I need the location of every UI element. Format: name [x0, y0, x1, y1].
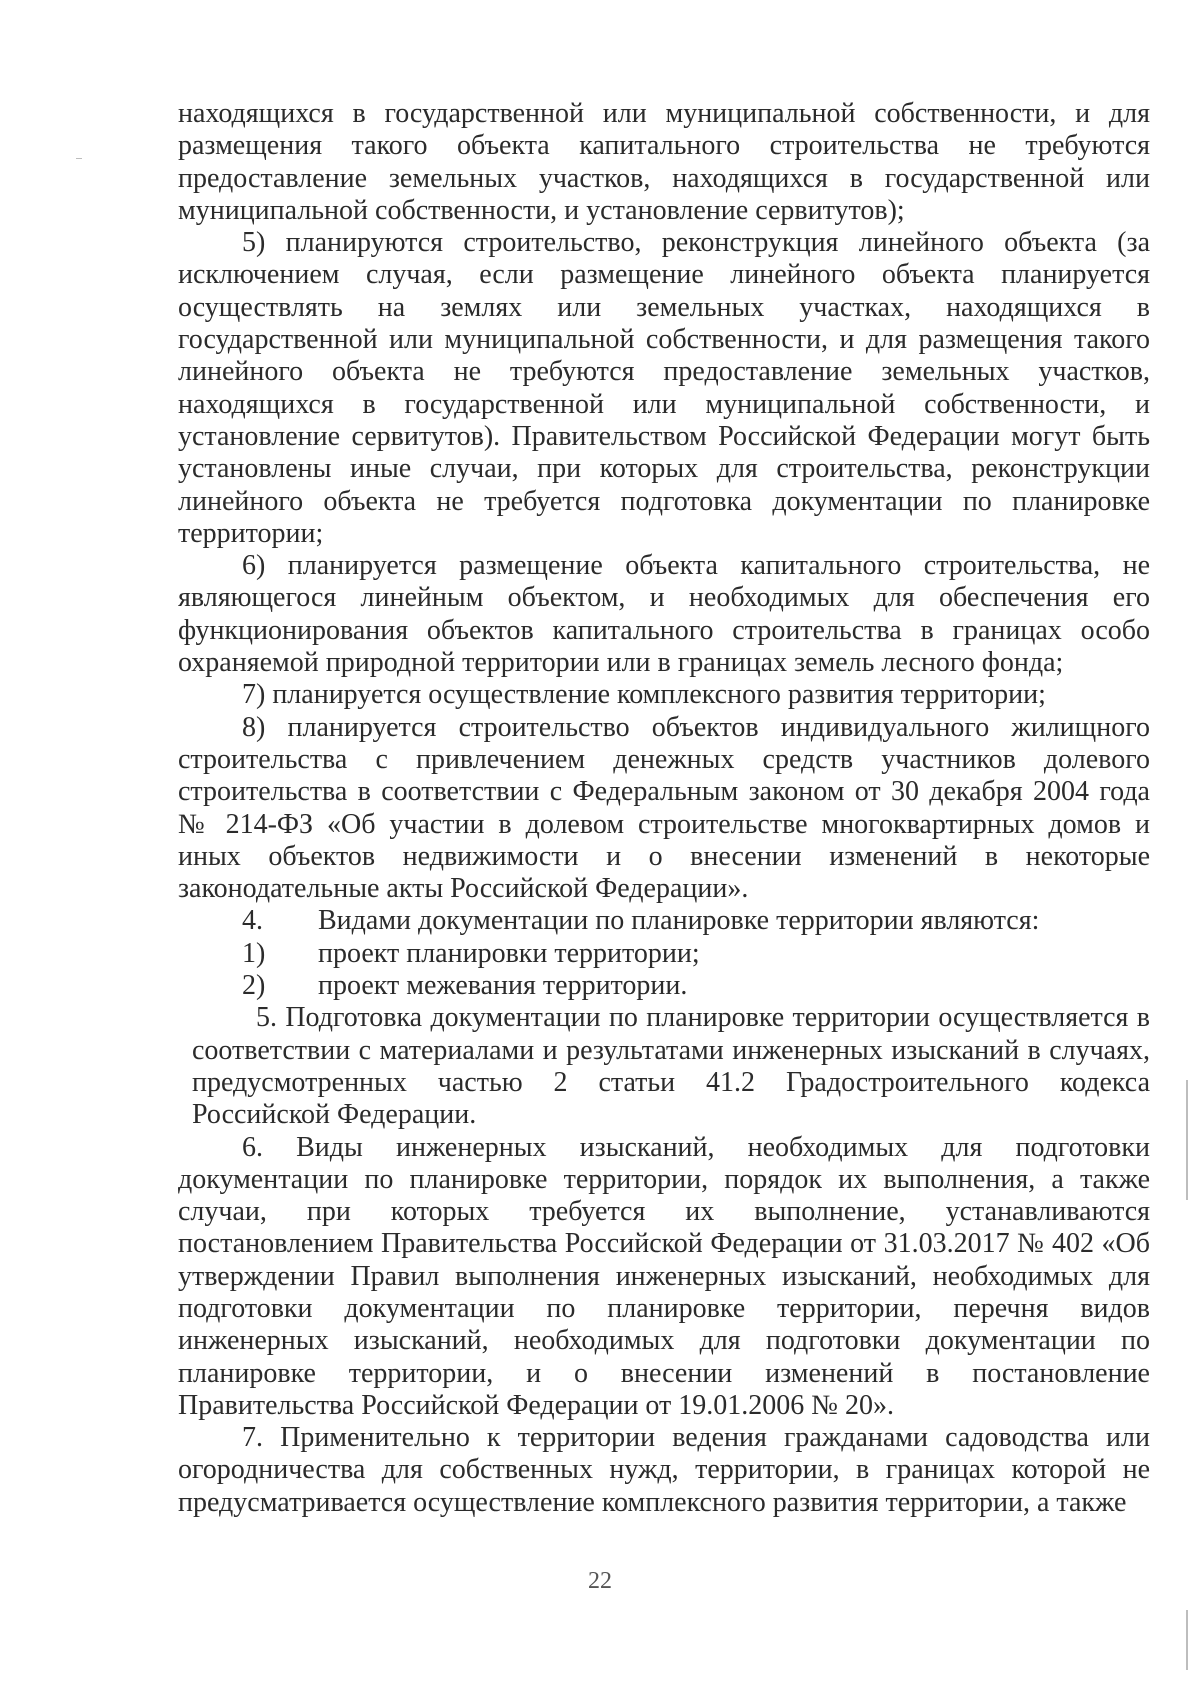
paragraph-item-7: 7) планируется осуществление комплексного развития территории;	[242, 679, 1046, 711]
scan-edge-mark	[1186, 1080, 1188, 1200]
list-text: Видами документации по планировке территории являются:	[318, 905, 1040, 937]
list-item-subitem-1	[178, 938, 1150, 970]
paragraph-section-7: 7. Применительно к территории ведения гражданами садоводства или огородничества для собственных нужд, территории, в границах которой не предусматривается осуществление комплексного развития территории, а также	[178, 1422, 1150, 1518]
paragraph-item-5: 5) планируются строительство, реконструкция линейного объекта (за исключением случая, если размещение линейного объекта планируется осуществлять на землях или земельных участках, находящихся в государственной или муниципальной собственности, и для размещения такого линейного объекта не требуются предоставление земельных участков, находящихся в государственной или муниципальной собственности, и установление сервитутов). Правительством Российской Федерации могут быть установлены иные случаи, при которых для строительства, реконструкции линейного объекта не требуется подготовка документации по планировке территории;	[178, 227, 1150, 549]
list-number: 1)	[242, 937, 266, 969]
list-text: проект межевания территории.	[318, 970, 688, 1002]
list-number: 2)	[242, 970, 266, 1002]
paragraph-section-5: 5. Подготовка документации по планировке территории осуществляется в соответствии с материалами и результатами инженерных изысканий в случаях, предусмотренных частью 2 статьи 41.2 Градостроительного кодекса Российской Федерации.	[192, 1002, 1150, 1131]
list-item-subitem-2	[178, 970, 1150, 1002]
paragraph-item-6: 6) планируется размещение объекта капитального строительства, не являющегося линейным объектом, и необходимых для обеспечения его функционирования объектов капитального строительства в границах особо охраняемой природной территории или в границах земель лесного фонда;	[178, 550, 1150, 679]
document-page	[178, 98, 1150, 1519]
list-text: проект планировки территории;	[318, 937, 700, 969]
scan-edge-mark	[1186, 1610, 1188, 1670]
paragraph-section-6: 6. Виды инженерных изысканий, необходимых для подготовки документации по планировке территории, порядок их выполнения, а также случаи, при которых требуется их выполнение, устанавливаются постановлением Правительства Российской Федерации от 31.03.2017 № 402 «Об утверждении Правил выполнения инженерных изысканий, необходимых для подготовки документации по планировке территории, перечня видов инженерных изысканий, необходимых для подготовки документации по планировке территории, и о внесении изменений в постановление Правительства Российской Федерации от 19.01.2006 № 20».	[178, 1131, 1150, 1421]
page-number: 22	[588, 1568, 612, 1594]
list-item-section-4	[178, 905, 1150, 937]
scan-dot-mark	[76, 158, 82, 159]
list-number: 4.	[242, 905, 263, 937]
paragraph-item-8: 8) планируется строительство объектов индивидуального жилищного строительства с привлечением денежных средств участников долевого строительства в соответствии с Федеральным законом от 30 декабря 2004 года № 214-ФЗ «Об участии в долевом строительстве многоквартирных домов и иных объектов недвижимости и о внесении изменений в некоторые законодательные акты Российской Федерации».	[178, 711, 1150, 905]
paragraph-continuation: находящихся в государственной или муниципальной собственности, и для размещения такого объекта капитального строительства не требуются предоставление земельных участков, находящихся в государственной или муниципальной собственности, и установление сервитутов);	[178, 98, 1150, 226]
